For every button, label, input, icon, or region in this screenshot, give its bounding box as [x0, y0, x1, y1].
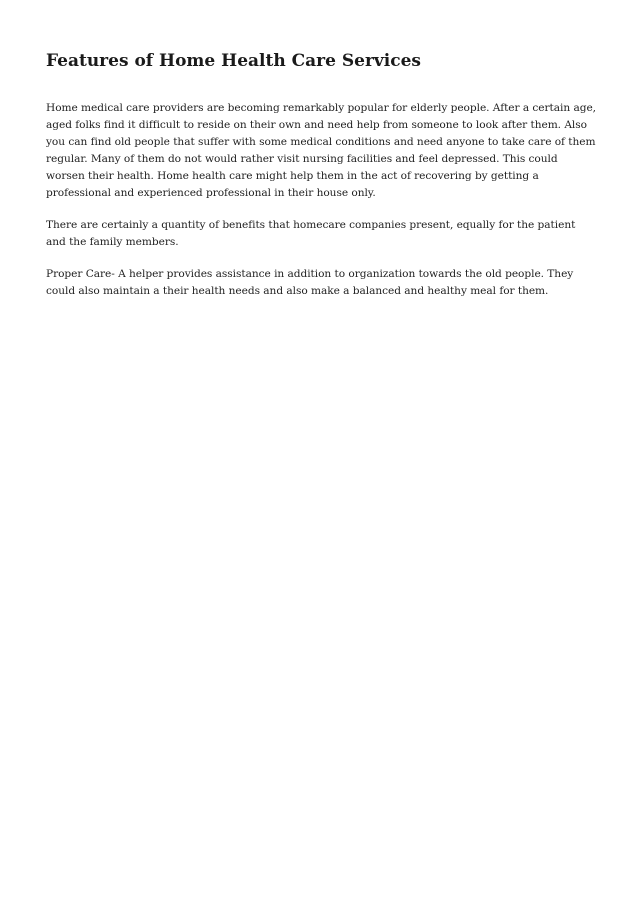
paragraph-benefits: There are certainly a quantity of benefits that homecare companies present, equally for the patient and the family members. [46, 219, 576, 248]
document-title: Features of Home Health Care Services [46, 51, 421, 71]
paragraph-proper-care: Proper Care- A helper provides assistance in addition to organization towards the old people. They could also maintain a their health needs and also make a balanced and healthy meal for them. [46, 268, 574, 297]
document-body [46, 49, 596, 315]
paragraph-intro: Home medical care providers are becoming remarkably popular for elderly people. After a certain age, aged folks find it difficult to reside on their own and need help from someone to look after them. Also you can find old people that suffer with some medical conditions and need anyone to take care of them regular. Many of them do not would rather visit nursing facilities and feel depressed. This could worsen their health. Home health care might help them in the act of recovering by getting a professional and experienced professional in their house only. [46, 102, 596, 199]
